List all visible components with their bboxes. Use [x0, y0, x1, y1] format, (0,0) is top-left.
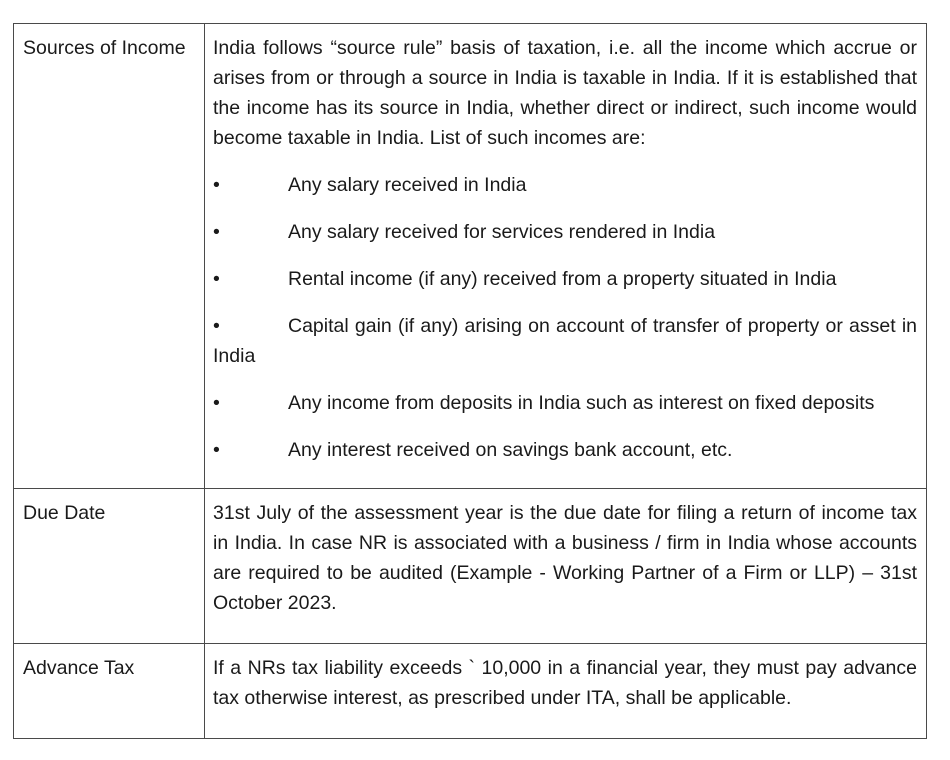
bullet-icon: • — [213, 221, 220, 243]
bullet-icon: • — [213, 315, 220, 337]
bullet-icon: • — [213, 268, 220, 290]
list-item-text: Rental income (if any) received from a property situated in India — [288, 268, 837, 290]
list-item-text: Any interest received on savings bank account, etc. — [288, 439, 733, 461]
list-item — [213, 217, 917, 247]
bullet-icon: • — [213, 392, 220, 414]
row-label-cell — [14, 644, 205, 739]
table-row — [14, 489, 927, 644]
list-item-text: Any salary received in India — [288, 174, 527, 196]
row-content-cell — [205, 24, 927, 489]
due-date-paragraph: 31st July of the assessment year is the due date for filing a return of income tax in India. In case NR is associated with a business / firm in India whose accounts are required to be audited (Example - Working Partner of a Firm or LLP) – 31st October 2023. — [213, 502, 917, 614]
row-content-cell — [205, 489, 927, 644]
sources-intro-paragraph: India follows “source rule” basis of taxation, i.e. all the income which accrue or arises from or through a source in India is taxable in India. If it is established that the income has its source in India, whether direct or indirect, such income would become taxable in India. List of such incomes are: — [213, 37, 917, 149]
list-item — [213, 311, 917, 371]
list-item-text: Capital gain (if any) arising on account of transfer of property or asset in India — [213, 315, 917, 367]
bullet-icon: • — [213, 174, 220, 196]
row-label-cell — [14, 24, 205, 489]
table-row — [14, 24, 927, 489]
list-item — [213, 264, 917, 294]
tax-info-table — [13, 23, 927, 739]
list-item — [213, 388, 917, 418]
row-content-cell — [205, 644, 927, 739]
list-item — [213, 170, 917, 200]
row-label: Advance Tax — [23, 657, 135, 679]
advance-tax-paragraph: If a NRs tax liability exceeds ` 10,000 in a financial year, they must pay advance tax otherwise interest, as prescribed under ITA, shall be applicable. — [213, 657, 917, 709]
row-label: Due Date — [23, 502, 106, 524]
list-item — [213, 435, 917, 465]
list-item-text: Any salary received for services rendered in India — [288, 221, 716, 243]
row-label-cell — [14, 489, 205, 644]
bullet-icon: • — [213, 439, 220, 461]
table-row — [14, 644, 927, 739]
row-label: Sources of Income — [23, 37, 186, 59]
list-item-text: Any income from deposits in India such as interest on fixed deposits — [288, 392, 875, 414]
